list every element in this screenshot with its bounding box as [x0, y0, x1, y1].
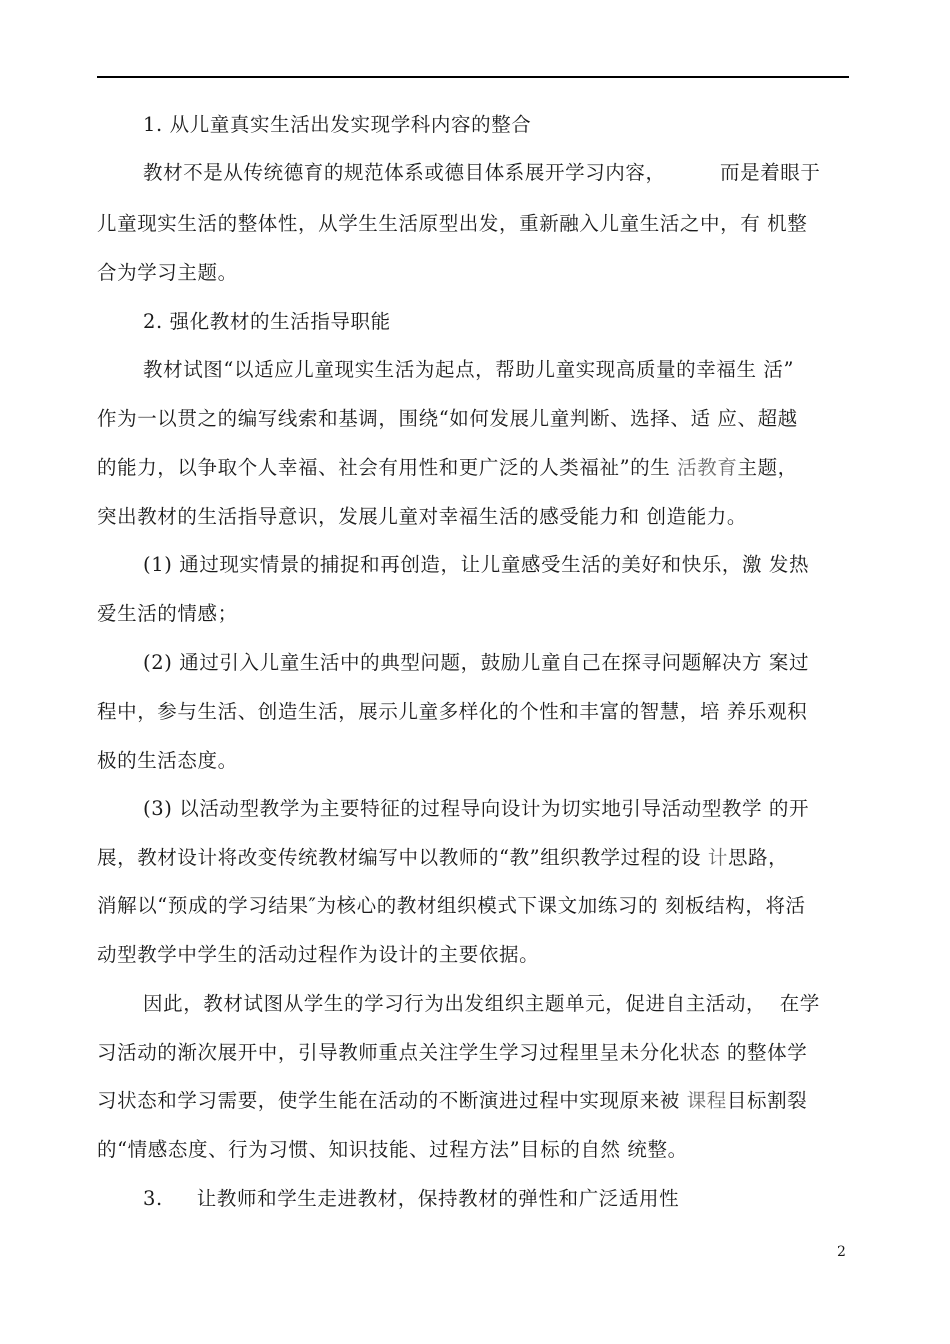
heading-1: 1. 从儿童真实生活出发实现学科内容的整合 [143, 113, 532, 136]
item-1-line-1: (1) 通过现实情景的捕捉和再创造，让儿童感受生活的美好和快乐，激 发热 [143, 553, 810, 576]
item-2-line-3: 极的生活态度。 [97, 749, 238, 772]
para-1-line-3: 合为学习主题。 [97, 261, 238, 284]
para-2-line-3: 的能力，以争取个人幸福、社会有用性和更广泛的人类福祉”的生 活教育主题， [97, 456, 798, 479]
para-2-line-4: 突出教材的生活指导意识，发展儿童对幸福生活的感受能力和 创造能力。 [97, 505, 747, 528]
link-curriculum[interactable]: 课程 [686, 1089, 727, 1112]
header-rule [97, 76, 849, 78]
para-1-line-1: 教材不是从传统德育的规范体系或德目体系展开学习内容， 而是着眼于 [143, 161, 821, 184]
item-1-line-2: 爱生活的情感； [97, 602, 238, 625]
page-number: 2 [837, 1244, 846, 1260]
item-3-line-2: 展，教材设计将改变传统教材编写中以教师的“教”组织教学过程的设 计思路， [97, 846, 789, 869]
item-2-line-2: 程中，参与生活、创造生活，展示儿童多样化的个性和丰富的智慧，培 养乐观积 [97, 700, 808, 723]
para-1-line-2: 儿童现实生活的整体性，从学生生活原型出发，重新融入儿童生活之中，有 机整 [97, 212, 808, 235]
link-life-education[interactable]: 活教育 [677, 456, 738, 479]
para-2-line-1: 教材试图“以适应儿童现实生活为起点，帮助儿童实现高质量的幸福生 活” [143, 358, 795, 381]
item-3-line-3: 消解以“预成的学习结果″为核心的教材组织模式下课文加练习的 刻板结构，将活 [97, 894, 806, 917]
item-3-line-1: (3) 以活动型教学为主要特征的过程导向设计为切实地引导活动型教学 的开 [143, 797, 810, 820]
para-3-line-1: 因此，教材试图从学生的学习行为出发组织主题单元，促进自主活动， 在学 [143, 992, 820, 1015]
item-3-line-4: 动型教学中学生的活动过程作为设计的主要依据。 [97, 943, 540, 966]
para-3-line-4: 的“情感态度、行为习惯、知识技能、过程方法”目标的自然 统整。 [97, 1138, 688, 1161]
heading-2: 2. 强化教材的生活指导职能 [143, 310, 391, 333]
para-2-line-2: 作为一以贯之的编写线索和基调，围绕“如何发展儿童判断、选择、适 应、超越 [97, 407, 798, 430]
item-2-line-1: (2) 通过引入儿童生活中的典型问题，鼓励儿童自己在探寻问题解决方 案过 [143, 651, 810, 674]
link-design[interactable]: 计 [707, 846, 728, 869]
para-3-line-2: 习活动的渐次展开中，引导教师重点关注学生学习过程里呈未分化状态 的整体学 [97, 1041, 808, 1064]
para-3-line-3: 习状态和学习需要，使学生能在活动的不断演进过程中实现原来被 课程目标割裂 [97, 1089, 808, 1112]
heading-3: 3. 让教师和学生走进教材，保持教材的弹性和广泛适用性 [143, 1187, 680, 1210]
